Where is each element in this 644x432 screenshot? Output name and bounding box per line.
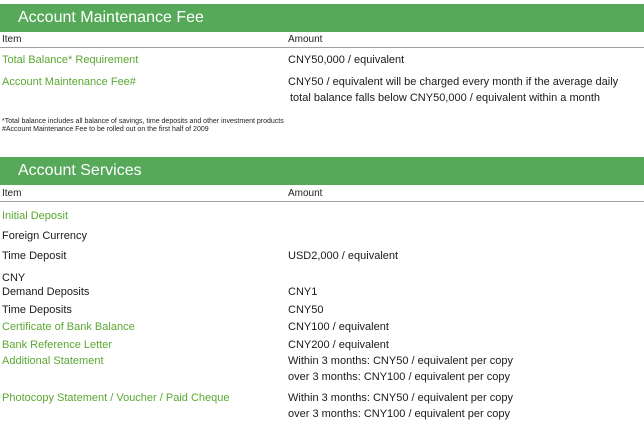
service-item-label: Time Deposits xyxy=(2,304,72,316)
fee-amount-line2: total balance falls below CNY50,000 / equivalent within a month xyxy=(290,92,601,104)
service-amount-value xyxy=(288,390,513,422)
service-item-label: Bank Reference Letter xyxy=(2,339,113,351)
services-section-title: Account Services xyxy=(0,157,644,185)
services-col-amount: Amount xyxy=(288,188,323,199)
service-item-label: Demand Deposits xyxy=(2,286,90,298)
fee-amount-value: CNY50,000 / equivalent xyxy=(288,54,405,66)
footnote-total-balance: *Total balance includes all balance of savings, time deposits and other investment products xyxy=(2,118,284,125)
service-item-label: Foreign Currency xyxy=(2,230,87,242)
fee-amount-value xyxy=(288,74,618,106)
fee-item-label: Account Maintenance Fee# xyxy=(2,76,136,88)
fee-column-header xyxy=(0,32,644,48)
fee-item-label: Total Balance* Requirement xyxy=(2,54,139,66)
service-amount-line1: Within 3 months: CNY50 / equivalent per copy xyxy=(288,355,514,367)
service-amount-value: CNY200 / equivalent xyxy=(288,339,389,351)
services-column-header xyxy=(0,186,644,202)
fee-amount-line1: CNY50 / equivalent will be charged every month if the average daily xyxy=(288,76,619,88)
fee-col-amount: Amount xyxy=(288,34,323,45)
service-item-label: Initial Deposit xyxy=(2,210,69,222)
service-item-label: CNY xyxy=(2,272,26,284)
service-amount-line2: over 3 months: CNY100 / equivalent per copy xyxy=(288,408,510,420)
service-amount-value xyxy=(288,353,513,385)
footnote-maintenance-fee: #Account Maintenance Fee to be rolled out on the first half of 2009 xyxy=(2,126,209,133)
service-amount-value: CNY1 xyxy=(288,286,318,298)
service-item-label: Certificate of Bank Balance xyxy=(2,321,135,333)
fee-col-item: Item xyxy=(2,34,22,45)
service-amount-value: CNY100 / equivalent xyxy=(288,321,389,333)
service-amount-value: CNY50 xyxy=(288,304,324,316)
service-amount-line2: over 3 months: CNY100 / equivalent per copy xyxy=(288,371,510,383)
fee-footnotes xyxy=(2,118,284,134)
services-col-item: Item xyxy=(2,188,22,199)
service-item-label: Additional Statement xyxy=(2,355,104,367)
fee-section-title: Account Maintenance Fee xyxy=(0,4,644,32)
service-amount-value: USD2,000 / equivalent xyxy=(288,250,399,262)
service-item-label: Photocopy Statement / Voucher / Paid Cheque xyxy=(2,392,230,404)
service-amount-line1: Within 3 months: CNY50 / equivalent per copy xyxy=(288,392,514,404)
service-item-label: Time Deposit xyxy=(2,250,67,262)
